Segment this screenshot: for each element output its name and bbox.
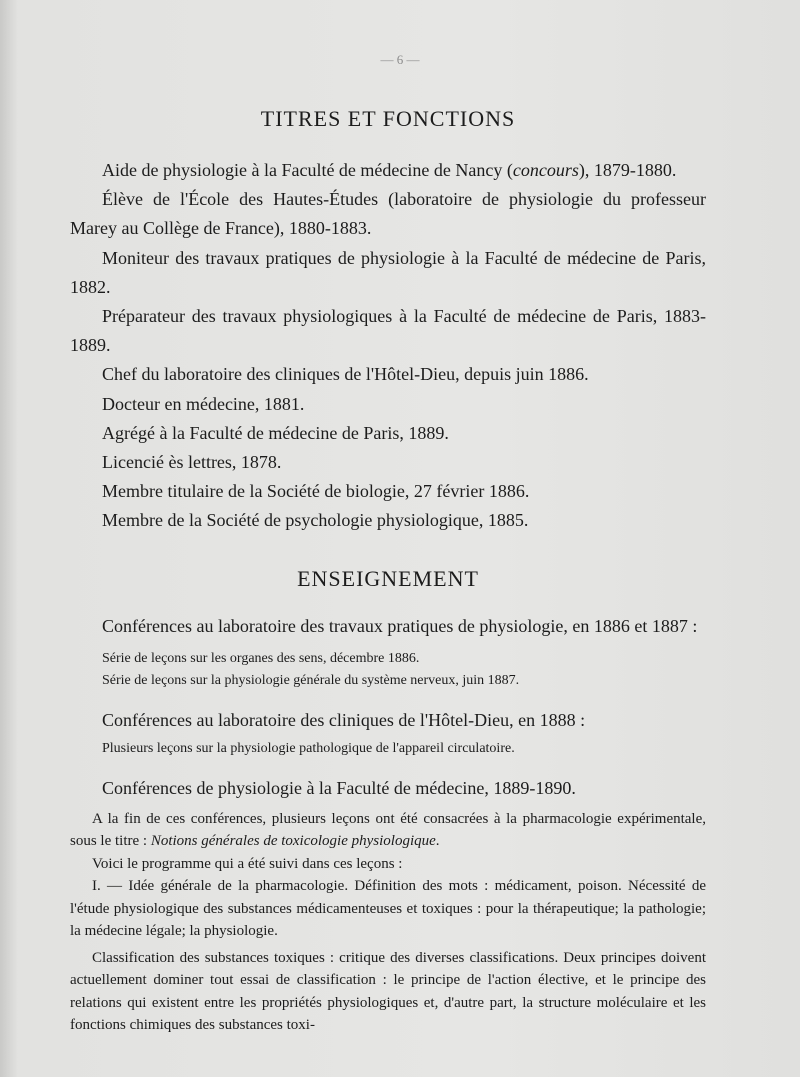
titre-item: Chef du laboratoire des cliniques de l'Hôtel-Dieu, depuis juin 1886. <box>102 364 589 385</box>
section-heading-enseignement: ENSEIGNEMENT <box>297 565 479 591</box>
page-content <box>70 104 706 1037</box>
conference-title: Conférences de physiologie à la Faculté de médecine, 1889-1890. <box>102 777 576 798</box>
titre-item: Élève de l'École des Hautes-Études (laboratoire de physiologie du professeur Marey au Collège de France), 1880-1883. <box>70 189 706 239</box>
lecture-item: Série de leçons sur la physiologie générale du système nerveux, juin 1887. <box>102 672 520 688</box>
titre-item: Aide de physiologie à la Faculté de médecine de Nancy (concours), 1879-1880. <box>102 160 677 180</box>
titre-item: Docteur en médecine, 1881. <box>102 393 305 414</box>
titre-item: Agrégé à la Faculté de médecine de Paris, 1889. <box>102 422 449 443</box>
page-number: — 6 — <box>380 52 420 67</box>
conference-title: Conférences au laboratoire des travaux pratiques de physiologie, en 1886 et 1887 : <box>102 615 698 636</box>
lecture-item: Série de leçons sur les organes des sens, décembre 1886. <box>102 650 420 666</box>
titres-list <box>70 156 706 536</box>
titre-item: Membre de la Société de psychologie physiologique, 1885. <box>102 510 529 531</box>
titre-item: Licencié ès lettres, 1878. <box>102 452 282 473</box>
titre-item: Membre titulaire de la Société de biologie, 27 février 1886. <box>102 481 530 502</box>
body-paragraph: I. — Idée générale de la pharmacologie. Définition des mots : médicament, poison. Nécessité de l'étude physiologique des substances médicamenteuses et toxiques : pour la thérapeutique; la pathologie; la médecine légale; la physiologie. <box>70 878 706 940</box>
body-paragraph: A la fin de ces conférences, plusieurs leçons ont été consacrées à la pharmacologie expérimentale, sous le titre : Notions générales de toxicologie physiologique. <box>70 810 706 850</box>
conference-title: Conférences au laboratoire des cliniques de l'Hôtel-Dieu, en 1888 : <box>102 709 586 730</box>
body-paragraph: Voici le programme qui a été suivi dans ces leçons : <box>92 855 403 872</box>
section-heading-titres: TITRES ET FONCTIONS <box>260 106 516 131</box>
body-paragraph: Classification des substances toxiques : critique des diverses classifications. Deux principes doivent actuellement dominer tout essai de classification : le principe de l'action élective, et le principe des relations qui existent entre les propriétés physiologiques et, d'autre part, la structure moléculaire et les fonctions chimiques des substances toxi- <box>70 949 706 1034</box>
lecture-item: Plusieurs leçons sur la physiologie pathologique de l'appareil circulatoire. <box>102 740 515 756</box>
titre-item: Préparateur des travaux physiologiques à la Faculté de médecine de Paris, 1883-1889. <box>70 306 706 356</box>
titre-item: Moniteur des travaux pratiques de physiologie à la Faculté de médecine de Paris, 1882. <box>70 247 706 297</box>
